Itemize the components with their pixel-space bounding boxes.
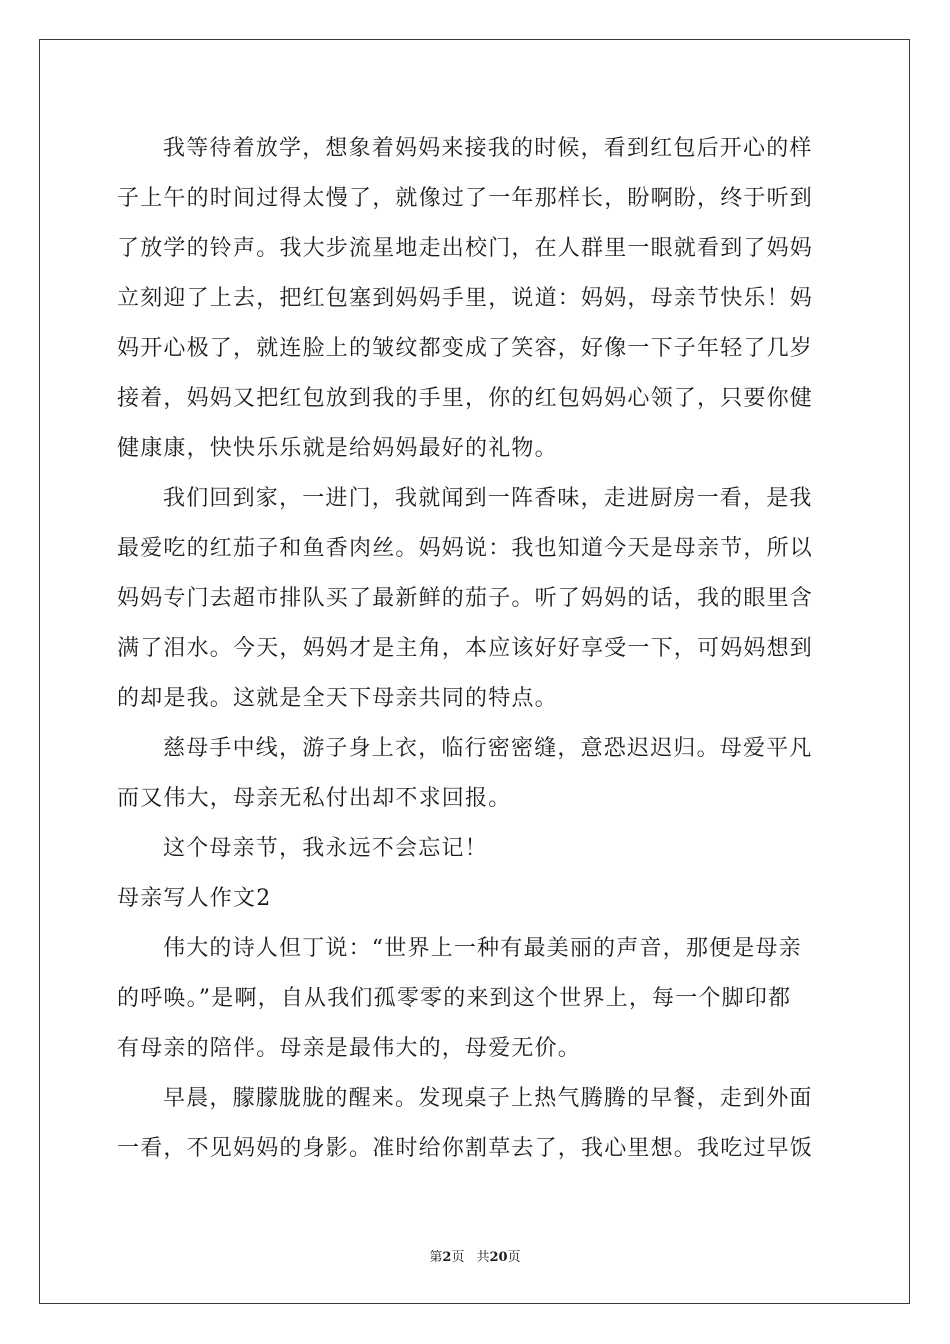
total-pages: 20 <box>489 1250 508 1265</box>
text-line: 健康康，快快乐乐就是给妈妈最好的礼物。 <box>117 436 558 461</box>
section-heading: 母亲写人作文2 <box>117 886 272 911</box>
page-number: 2 <box>442 1250 452 1265</box>
text-line: 有母亲的陪伴。母亲是最伟大的，母爱无价。 <box>117 1036 582 1061</box>
text-line: 妈开心极了，就连脸上的皱纹都变成了笑容，好像一下子年轻了几岁 <box>117 336 814 361</box>
total-label-suffix: 页 <box>507 1250 521 1265</box>
page-label-prefix: 第 <box>429 1250 443 1265</box>
text-line: 最爱吃的红茄子和鱼香肉丝。妈妈说：我也知道今天是母亲节，所以 <box>117 536 814 561</box>
text-line: 接着，妈妈又把红包放到我的手里，你的红包妈妈心领了，只要你健 <box>117 386 814 411</box>
document-body <box>117 124 833 1174</box>
text-line: 这个母亲节，我永远不会忘记！ <box>163 836 488 861</box>
text-line: 了放学的铃声。我大步流星地走出校门，在人群里一眼就看到了妈妈 <box>117 236 814 261</box>
text-line: 妈妈专门去超市排队买了最新鲜的茄子。听了妈妈的话，我的眼里含 <box>117 586 814 611</box>
text-line: 我等待着放学，想象着妈妈来接我的时候，看到红包后开心的样 <box>163 136 813 161</box>
text-line: 的却是我。这就是全天下母亲共同的特点。 <box>117 686 558 711</box>
text-line: 慈母手中线，游子身上衣，临行密密缝，意恐迟迟归。母爱平凡 <box>163 736 813 761</box>
text-line: 伟大的诗人但丁说：“世界上一种有最美丽的声音，那便是母亲 <box>163 936 802 961</box>
text-line: 而又伟大，母亲无私付出却不求回报。 <box>117 786 512 811</box>
page-label-suffix: 页 <box>451 1250 465 1265</box>
text-line: 满了泪水。今天，妈妈才是主角，本应该好好享受一下，可妈妈想到 <box>117 636 814 661</box>
total-label-prefix: 共 <box>476 1250 490 1265</box>
text-line: 立刻迎了上去，把红包塞到妈妈手里，说道：妈妈，母亲节快乐！妈 <box>117 286 814 311</box>
text-line: 我们回到家，一进门，我就闻到一阵香味，走进厨房一看，是我 <box>163 486 813 511</box>
page-footer <box>0 1248 950 1268</box>
text-line: 子上午的时间过得太慢了，就像过了一年那样长，盼啊盼，终于听到 <box>117 186 814 211</box>
text-line: 早晨，朦朦胧胧的醒来。发现桌子上热气腾腾的早餐，走到外面 <box>163 1086 813 1111</box>
text-line: 的呼唤。”是啊，自从我们孤零零的来到这个世界上，每一个脚印都 <box>117 986 792 1011</box>
text-line: 一看，不见妈妈的身影。准时给你割草去了，我心里想。我吃过早饭 <box>117 1136 814 1161</box>
